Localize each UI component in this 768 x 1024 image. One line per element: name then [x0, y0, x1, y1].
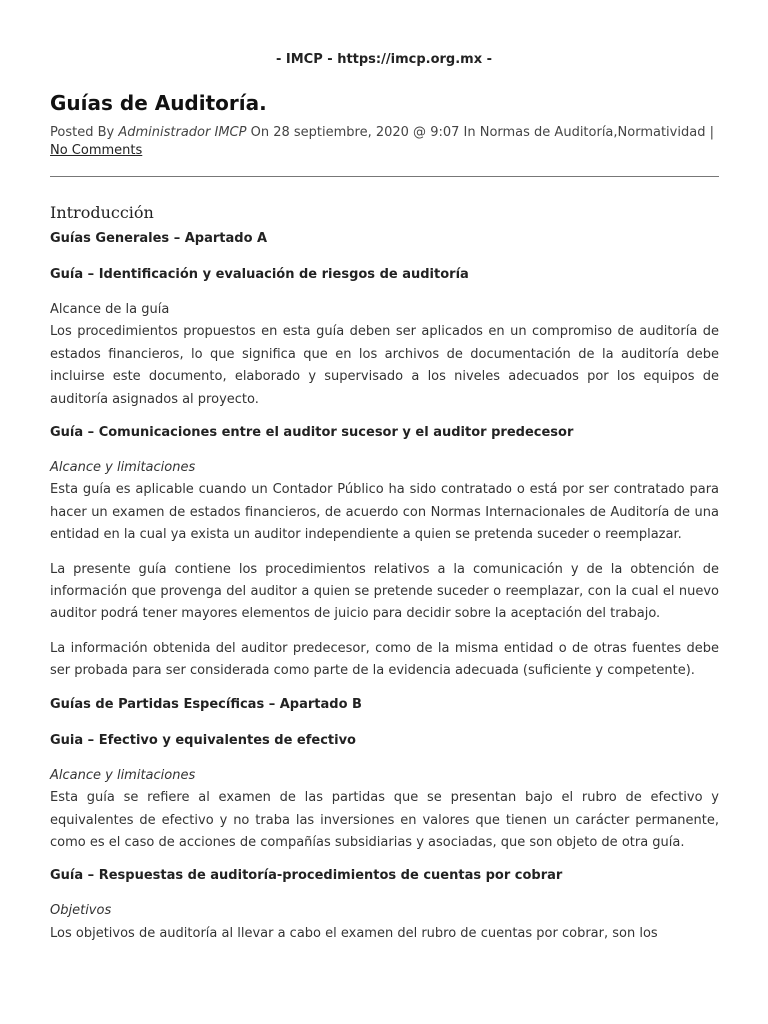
- guide2-paragraph: [50, 457, 719, 547]
- guide3-heading: Guia – Efectivo y equivalentes de efectivo: [50, 732, 356, 748]
- guide1-heading: Guía – Identificación y evaluación de riesgos de auditoría: [50, 267, 469, 282]
- intro-heading: Introducción: [50, 203, 154, 222]
- section-a-heading: Guías Generales – Apartado A: [50, 231, 268, 246]
- guide4-sub: Objetivos: [50, 903, 112, 919]
- guide1-text: Los procedimientos propuestos en esta guía deben ser aplicados en un compromiso de auditoría de estados financieros, lo que significa que en los archivos de documentación de la auditoría debe incluirse este documento, elaborado y supervisado a los niveles adecuados por los equipos de auditoría asignados al proyecto.: [50, 324, 719, 407]
- guide4-heading: Guía – Respuestas de auditoría-procedimientos de cuentas por cobrar: [50, 868, 563, 884]
- posted-by-prefix: Posted By: [50, 125, 115, 140]
- guide1-sub: Alcance de la guía: [50, 302, 170, 317]
- comments-link[interactable]: No Comments: [50, 143, 143, 158]
- guide2-sub: Alcance y limitaciones: [50, 460, 196, 476]
- guide4-paragraph: [50, 900, 719, 945]
- guide3-paragraph: [50, 765, 719, 855]
- guide2-text2: La presente guía contiene los procedimientos relativos a la comunicación y de la obtención de información que provenga del auditor a quien se pretende suceder o reemplazar, con la cual el nuevo auditor podrá tener mayores elementos de juicio para decidir sobre la aceptación del trabajo.: [50, 561, 719, 622]
- author-name: Administrador IMCP: [118, 125, 247, 140]
- page-title: Guías de Auditoría.: [50, 91, 267, 115]
- guide2-text3: La información obtenida del auditor predecesor, como de la misma entidad o de otras fuentes debe ser probada para ser considerada como parte de la evidencia adecuada (suficiente y competente).: [50, 640, 719, 679]
- post-meta: [50, 124, 719, 160]
- guide3-text: Esta guía se refiere al examen de las partidas que se presentan bajo el rubro de efectivo y equivalentes de efectivo y no traba las inversiones en valores que tienen un carácter permanente, como es el caso de acciones de compañías subsidiarias y asociadas, que son objeto de otra guía.: [50, 790, 719, 850]
- section-b-heading: Guías de Partidas Específicas – Apartado B: [50, 696, 362, 712]
- guide2-text1: Esta guía es aplicable cuando un Contador Público ha sido contratado o está por ser contratado para hacer un examen de estados financieros, de acuerdo con Normas Internacionales de Auditoría de una entidad en la cual ya exista un auditor independiente a quien se pretenda suceder o reemplazar.: [50, 482, 719, 543]
- guide3-sub: Alcance y limitaciones: [50, 767, 196, 783]
- site-header: - IMCP - https://imcp.org.mx -: [275, 52, 493, 67]
- guide1-paragraph: [50, 299, 719, 411]
- post-date-categories: On 28 septiembre, 2020 @ 9:07 In Normas de Auditoría,Normatividad |: [250, 125, 714, 140]
- guide2-heading: Guía – Comunicaciones entre el auditor sucesor y el auditor predecesor: [50, 425, 574, 441]
- divider: [50, 176, 719, 177]
- guide4-text: Los objetivos de auditoría al llevar a cabo el examen del rubro de cuentas por cobrar, son los: [50, 925, 658, 941]
- article: [50, 90, 719, 957]
